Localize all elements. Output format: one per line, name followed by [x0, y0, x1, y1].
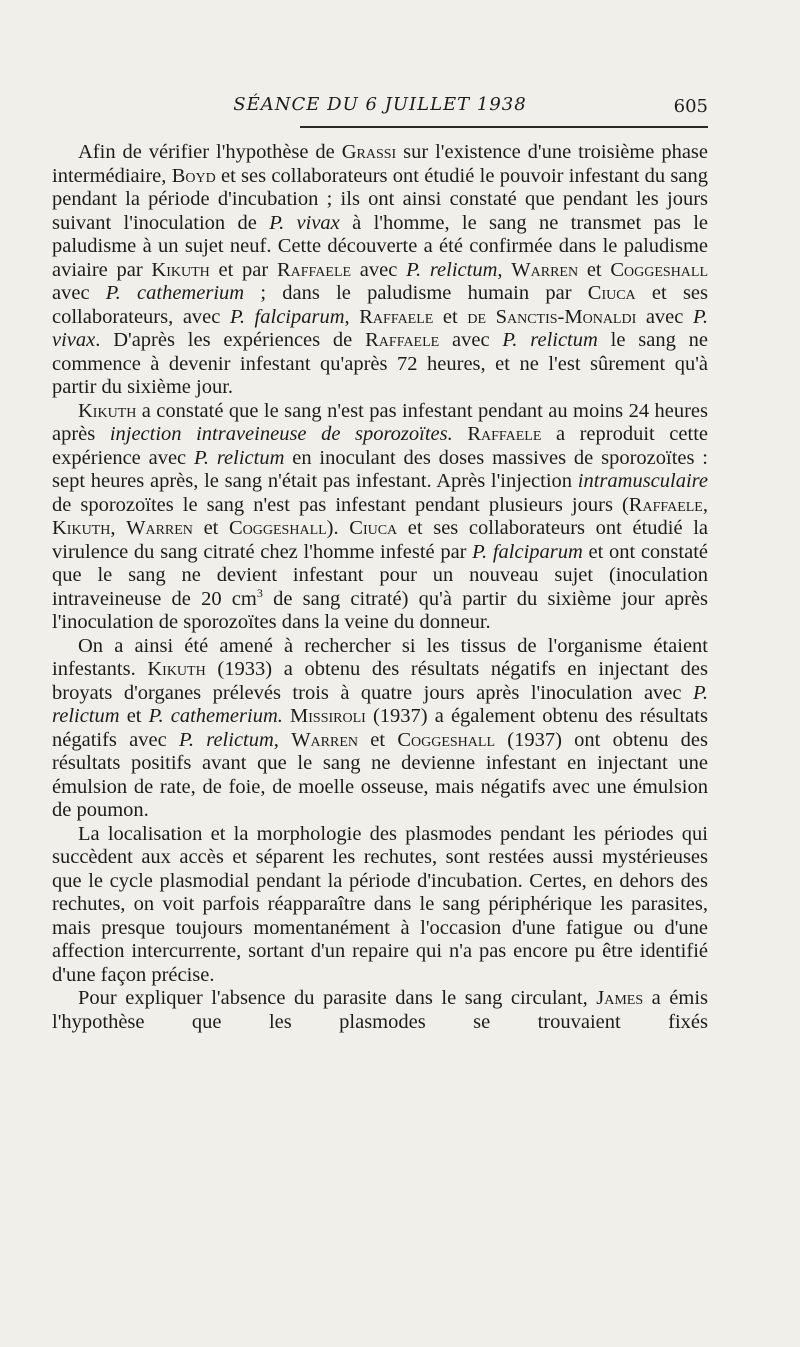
paragraph	[52, 400, 708, 635]
author-name: Grassi	[341, 141, 397, 163]
text-run: en inoculant des doses massives de sporozoïtes : sept heures après, le sang n'était pas infestant. Après l'injection	[52, 446, 709, 492]
author-name: Warren	[126, 517, 193, 539]
text-run: ,	[497, 258, 512, 281]
text-run: et	[578, 258, 611, 281]
author-name: Kikuth	[78, 399, 137, 422]
author-name: Coggeshall	[229, 517, 327, 539]
paragraph	[52, 141, 708, 400]
text-run: de sang citraté) qu'à partir du sixième jour après l'inoculation de sporozoïtes dans la veine du donneur.	[52, 587, 708, 633]
italic-run: P. vivax	[269, 211, 340, 234]
text-run: avec	[439, 329, 503, 351]
text-run: et ses collaborateurs ont étudié le pouvoir infestant du sang pendant la période d'incubation ; ils ont ainsi constaté que pendant les jours suivant l'inoculation de	[52, 164, 708, 234]
italic-run: P. falciparum	[229, 305, 345, 328]
text-run: La localisation et la morphologie des plasmodes pendant les périodes qui succèdent aux accès et séparent les rechutes, sont restées aussi mystérieuses que le cycle plasmodial pendant la période d'incubation. Certes, en dehors des rechutes, on voit parfois réapparaître dans le sang périphérique les parasites, mais presque toujours momentanément à l'occasion d'une fatigue ou d'une affection intercurrente, sortant d'un repaire qui n'a pas encore pu être identifié d'une façon précise.	[52, 822, 708, 986]
text-run: ,	[702, 493, 708, 516]
author-name: Coggeshall	[397, 728, 495, 751]
author-name: Missiroli	[290, 705, 366, 727]
text-run: (1937) a également obtenu des résultats négatifs avec	[52, 705, 708, 751]
text-run: (1937) ont obtenu des résultats positifs avant que le sang ne devienne infestant en injectant une émulsion de rate, de foie, de moelle osseuse, mais négatifs avec une émulsion de poumon.	[52, 728, 709, 821]
text-run: et	[119, 705, 149, 727]
text-run: et	[192, 517, 229, 539]
text-run: (1933) a obtenu des résultats négatifs en injectant des broyats d'organes prélevés trois à quatre jours après l'inoculation avec	[52, 658, 708, 704]
italic-run: P. relictum	[406, 258, 498, 281]
italic-run: P. cathemerium.	[148, 705, 283, 727]
superscript: 3	[256, 585, 263, 600]
text-run: avec	[351, 258, 407, 281]
italic-run: P. falciparum	[472, 540, 583, 563]
italic-run: P. cathemerium	[105, 282, 245, 304]
author-name: Coggeshall	[610, 258, 709, 281]
italic-run: P. relictum	[193, 446, 285, 469]
text-run: . D'après les expériences de	[95, 329, 366, 351]
author-name: de Sanctis-Monaldi	[467, 305, 637, 328]
italic-run: P. relictum	[178, 728, 274, 751]
text-run: ; dans le paludisme humain par	[244, 282, 588, 304]
text-run: et par	[209, 258, 277, 281]
text-run: et ses collaborateurs, avec	[52, 282, 709, 328]
header-rule	[300, 126, 708, 128]
text-run: avec	[52, 282, 106, 304]
text-run: ,	[110, 517, 127, 539]
text-run: avec	[636, 305, 693, 328]
italic-run: P. relictum	[502, 329, 598, 351]
italic-run: injection intraveineuse de sporozoïtes.	[109, 423, 453, 445]
paragraph	[52, 823, 708, 988]
italic-run: P. relictum	[52, 681, 708, 727]
text-run: Pour expliquer l'absence du parasite dans le sang circulant,	[78, 987, 597, 1009]
italic-run: intramusculaire	[577, 470, 708, 492]
text-run: ,	[344, 305, 360, 328]
text-run: a constaté que le sang n'est pas infestant pendant au moins 24 heures après	[52, 399, 708, 445]
italic-run: P. vivax	[52, 305, 708, 351]
text-run: a émis l'hypothèse que les plasmodes se trouvaient fixés	[52, 987, 708, 1033]
text-run: On a ainsi été amené à rechercher si les tissus de l'organisme étaient infestants.	[52, 634, 708, 680]
author-name: Raffaele	[365, 329, 440, 351]
text-run: sur l'existence d'une troisième phase intermédiaire,	[52, 141, 708, 187]
page-number: 605	[673, 96, 708, 117]
author-name: Kikuth	[147, 658, 206, 680]
text-run: à l'homme, le sang ne transmet pas le paludisme à un sujet neuf. Cette découverte a été confirmée dans le paludisme aviaire par	[52, 211, 709, 281]
author-name: Warren	[291, 728, 358, 751]
paragraph	[52, 635, 708, 823]
text-run: a reproduit cette expérience avec	[52, 423, 708, 469]
text-run: et ses collaborateurs ont étudié la virulence du sang citraté chez l'homme infesté par	[52, 517, 709, 563]
text-run: ,	[273, 728, 292, 751]
text-run	[453, 423, 468, 445]
author-name: Raffaele	[276, 258, 352, 281]
author-name: Warren	[511, 258, 579, 281]
author-name: Raffaele	[628, 493, 703, 516]
running-title: SÉANCE DU 6 JUILLET 1938	[233, 94, 527, 115]
text-run: Afin de vérifier l'hypothèse de	[78, 141, 342, 163]
text-run: et	[433, 305, 468, 328]
author-name: Boyd	[171, 164, 216, 187]
author-name: Kikuth	[52, 517, 111, 539]
text-run: ).	[326, 517, 350, 539]
author-name: Raffaele	[467, 423, 542, 445]
author-name: James	[596, 987, 644, 1009]
running-header	[52, 94, 708, 124]
body-text	[52, 141, 708, 1034]
text-run	[283, 705, 290, 727]
text-run: et	[358, 728, 398, 751]
author-name: Raffaele	[359, 305, 434, 328]
paragraph	[52, 987, 708, 1034]
author-name: Kikuth	[151, 258, 210, 281]
text-run: de sporozoïtes le sang n'est pas infestant pendant plusieurs jours (	[52, 493, 629, 516]
text-run: et ont constaté que le sang ne devient infestant pour un nouveau sujet (inoculation intraveineuse de 20 cm	[52, 540, 708, 610]
author-name: Ciuca	[587, 282, 636, 304]
text-run: le sang ne commence à devenir infestant qu'après 72 heures, et ne l'est sûrement qu'à partir du sixième jour.	[52, 329, 709, 398]
author-name: Ciuca	[349, 517, 398, 539]
